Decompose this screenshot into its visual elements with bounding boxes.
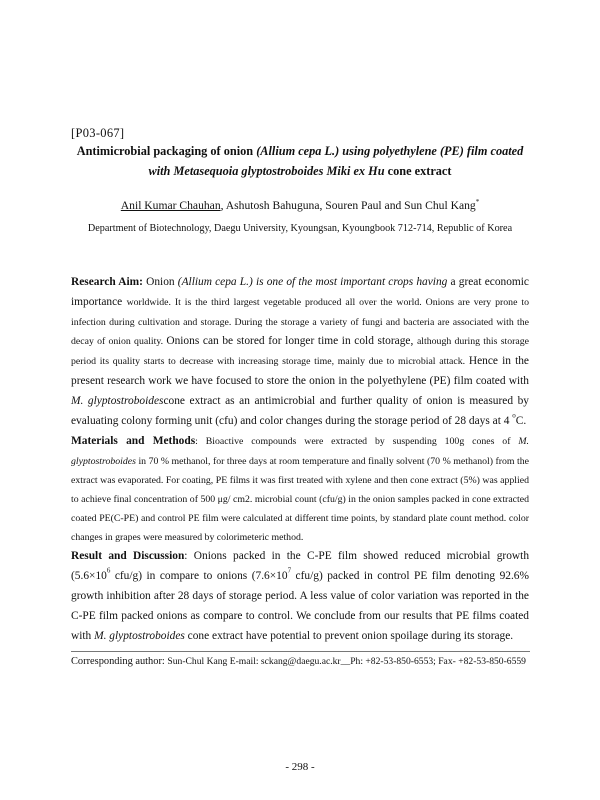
research-aim-label: Research Aim:	[71, 276, 143, 288]
text-run: a great economic importance	[71, 276, 529, 308]
text-run: although during this storage period its quality starts to decrease with increasing storage time, mainly due to microbial attack.	[71, 336, 530, 367]
title-line2-bold: cone extract	[384, 164, 452, 178]
text-run: cfu/g) packed in control PE film denoting 92.6% growth inhibition after 28 days of storage period. A less value of color variation was reported in the C-PE film packed onions as compare to control. We conclude from our results that PE films coated with	[71, 570, 529, 642]
abstract-body	[71, 272, 529, 646]
results-label: Result and Discussion	[71, 550, 185, 562]
footer-divider	[71, 651, 530, 652]
text-run: M. glyptostroboides	[94, 630, 185, 642]
text-run: cfu/g) in compare to onions (7.6×10	[110, 570, 288, 582]
text-run: (Allium cepa L.) is one of the most important crops having	[177, 276, 448, 288]
corresponding-mark: *	[475, 198, 480, 206]
methods-paragraph	[71, 431, 529, 546]
title-line1-bold: Antimicrobial packaging of onion	[76, 144, 257, 158]
other-authors: , Ashutosh Bahuguna, Souren Paul and Sun Chul Kang	[220, 198, 476, 212]
research-aim-paragraph	[71, 272, 529, 431]
results-paragraph	[71, 546, 529, 646]
text-run: M. glyptostroboides	[71, 436, 529, 467]
text-run: : Onions packed in the C-PE film showed reduced microbial growth (5.6×10	[71, 550, 530, 582]
corresponding-details: Sun-Chul Kang E-mail: sckang@daegu.ac.kr__Ph: +82-53-850-6553; Fax- +82-53-850-6559	[167, 656, 526, 667]
text-run: Onion	[142, 276, 178, 288]
title-line1-italic: (Allium cepa L.) using polyethylene (PE) film coated	[256, 144, 524, 158]
page-number: - 298 -	[285, 761, 315, 773]
text-run: : Bioactive compounds were extracted by suspending 100g cones of	[195, 436, 519, 447]
first-author: Anil Kumar Chauhan	[120, 198, 221, 212]
affiliation: Department of Biotechnology, Daegu University, Kyoungsan, Kyoungbook 712-714, Republic of Korea	[87, 223, 513, 234]
text-run: Onions can be stored for longer time in cold storage,	[166, 335, 417, 347]
corresponding-author	[71, 656, 541, 667]
title-line2-italic: with Metasequoia glyptostroboides Miki ex Hu	[148, 164, 385, 178]
corresponding-lead: Corresponding author:	[71, 656, 168, 667]
author-list	[60, 198, 540, 212]
text-run: cone extract have potential to prevent onion spoilage during its storage.	[184, 630, 514, 642]
text-run: cone extract as an antimicrobial and further quality of onion is measured by evaluating colony forming unit (cfu) and color changes during the storage period of 28 days at 4	[71, 395, 529, 427]
abstract-code: [P03-067]	[71, 126, 125, 140]
text-run: M. glyptostroboides	[71, 395, 164, 407]
text-run: worldwide. It is the third largest vegetable produced all over the world. Onions are very prone to infection during cultivation and storage. During the storage a variety of fungi and bacteria are associated with the decay of onion quality.	[71, 297, 529, 347]
methods-label: Materials and Methods	[71, 435, 196, 447]
degree-mark: o	[512, 411, 516, 420]
exponent: 6	[106, 566, 111, 575]
text-run: C.	[515, 415, 527, 427]
paper-title	[60, 141, 540, 181]
text-run: Hence in the present research work we have focused to store the onion in the polyethylene (PE) film coated with	[71, 355, 529, 387]
text-run: in 70 % methanol, for three days at room temperature and finally solvent (70 % methanol) from the extract was evaporated. For coating, PE films it was first treated with xylene and then cone extract (5%) was applied to achieve final concentration of 500 μg/ cm2. microbial count (cfu/g) in the onion samples packed in cone extracted coated PE(C-PE) and control PE film were calculated at different time points, by standard plate count method. color changes in grapes were measured by colorimeteric method.	[71, 456, 529, 543]
title-line-1	[60, 141, 540, 161]
exponent: 7	[287, 566, 292, 575]
title-line-2	[60, 161, 540, 181]
